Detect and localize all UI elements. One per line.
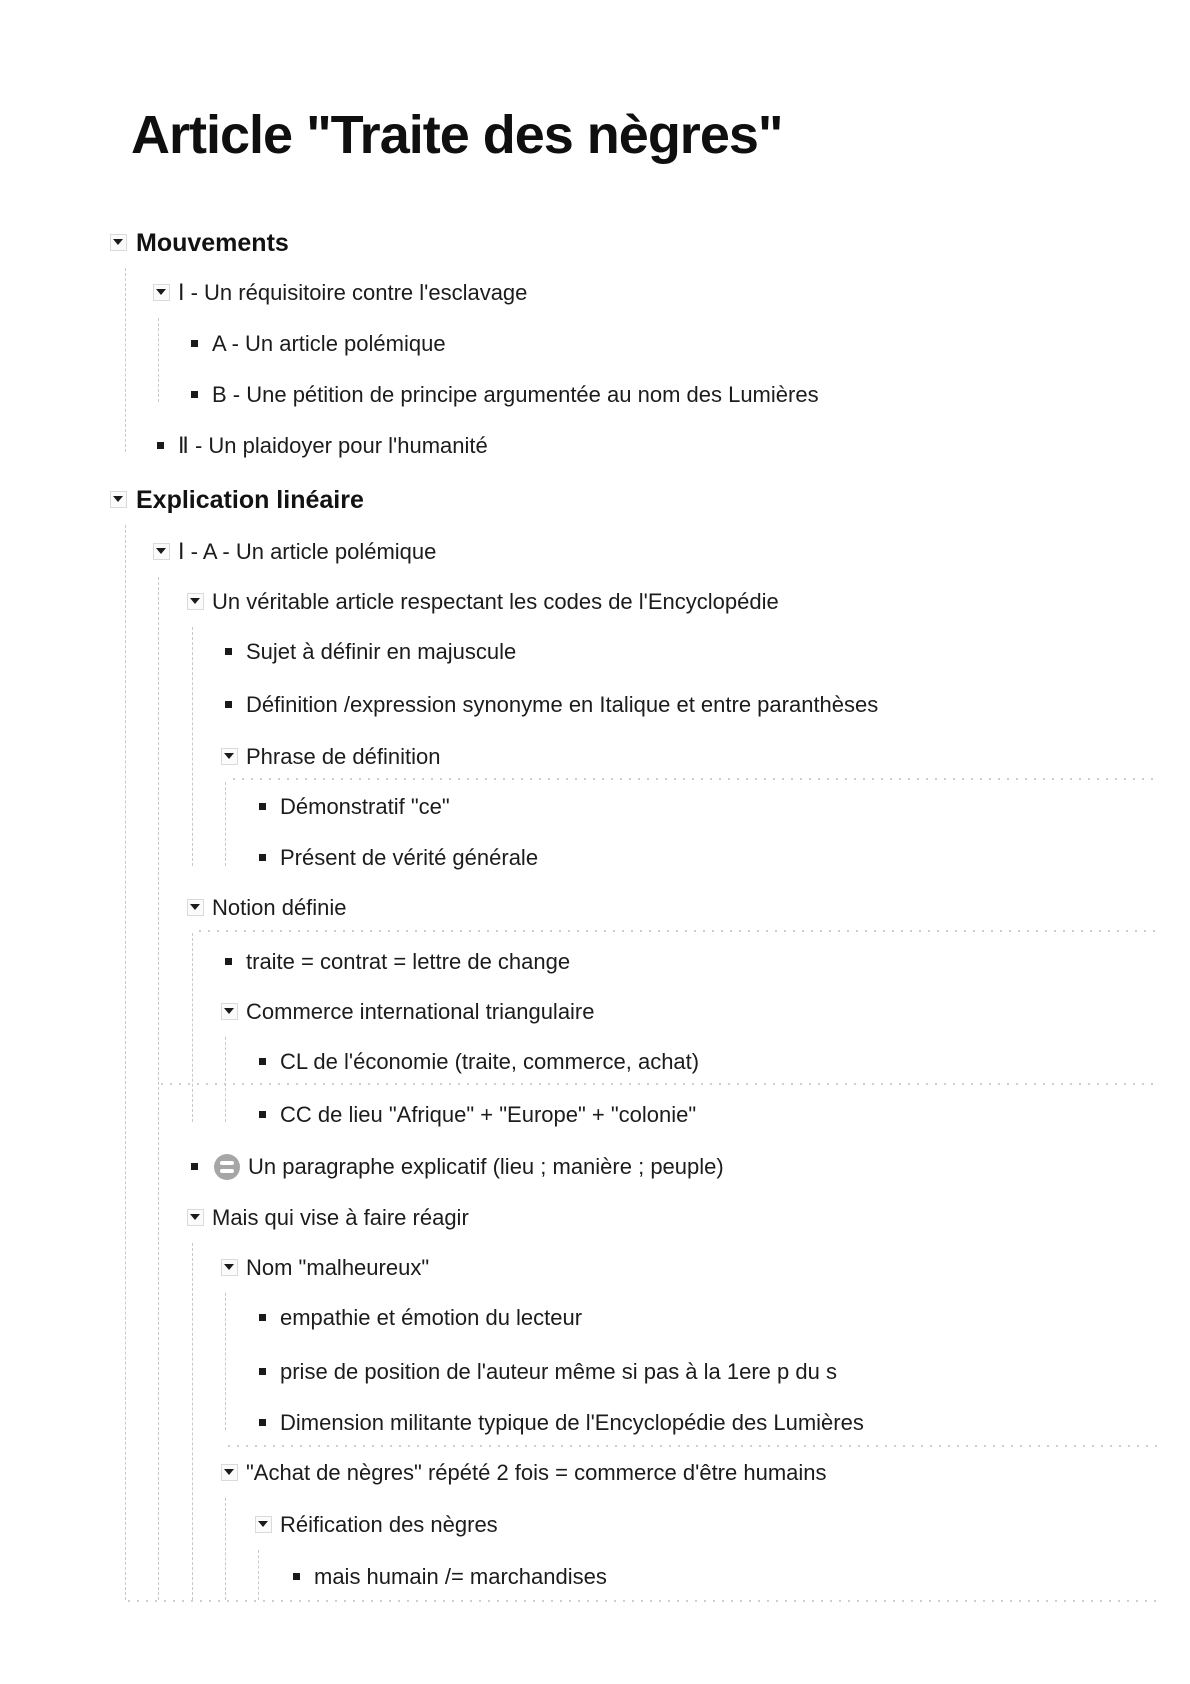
outline-item-label[interactable]: Explication linéaire bbox=[136, 486, 364, 514]
outline-item[interactable] bbox=[0, 218, 1190, 268]
bullet-square-icon[interactable] bbox=[191, 1163, 198, 1170]
bullet-square-icon[interactable] bbox=[259, 1314, 266, 1321]
collapse-triangle-icon[interactable] bbox=[255, 1516, 272, 1533]
outline-item[interactable] bbox=[0, 1293, 1190, 1343]
outline-item[interactable] bbox=[0, 627, 1190, 677]
outline-item-label[interactable]: empathie et émotion du lecteur bbox=[280, 1305, 583, 1330]
bullet-square-icon[interactable] bbox=[259, 1419, 266, 1426]
outline-item[interactable] bbox=[0, 732, 1190, 782]
outline-item-label[interactable]: Ⅰ - Un réquisitoire contre l'esclavage bbox=[178, 280, 528, 305]
outline-item[interactable] bbox=[0, 577, 1190, 627]
outline-item[interactable] bbox=[0, 475, 1190, 525]
outline-item-label[interactable]: Phrase de définition bbox=[246, 744, 441, 769]
collapse-triangle-icon[interactable] bbox=[187, 899, 204, 916]
outline-item-label[interactable]: Sujet à définir en majuscule bbox=[246, 639, 517, 664]
outline-item[interactable] bbox=[0, 421, 1190, 471]
outline-item-label[interactable]: Notion définie bbox=[212, 895, 347, 920]
outline-item-label[interactable]: "Achat de nègres" répété 2 fois = commerce d'être humains bbox=[246, 1460, 827, 1485]
collapse-triangle-icon[interactable] bbox=[187, 1209, 204, 1226]
bullet-square-icon[interactable] bbox=[259, 803, 266, 810]
outline-item[interactable] bbox=[0, 1448, 1190, 1498]
outline-item-label[interactable]: Ⅱ - Un plaidoyer pour l'humanité bbox=[178, 433, 488, 458]
outline-item[interactable] bbox=[0, 680, 1190, 730]
note-icon[interactable] bbox=[214, 1154, 240, 1180]
outline-item[interactable] bbox=[0, 527, 1190, 577]
collapse-triangle-icon[interactable] bbox=[221, 1259, 238, 1276]
outline-item[interactable] bbox=[0, 937, 1190, 987]
page-title: Article "Traite des nègres" bbox=[131, 105, 783, 165]
outline-item[interactable] bbox=[0, 268, 1190, 318]
collapse-triangle-icon[interactable] bbox=[153, 543, 170, 560]
outline-item[interactable] bbox=[0, 833, 1190, 883]
outline-item-label[interactable]: mais humain /= marchandises bbox=[314, 1564, 607, 1589]
outline-item-label[interactable]: Présent de vérité générale bbox=[280, 845, 539, 870]
outline-item[interactable] bbox=[0, 782, 1190, 832]
bullet-square-icon[interactable] bbox=[225, 701, 232, 708]
outline-item[interactable] bbox=[0, 1347, 1190, 1397]
outline-item[interactable] bbox=[0, 1193, 1190, 1243]
outline-item[interactable] bbox=[0, 1090, 1190, 1140]
outline-item-label[interactable]: Démonstratif "ce" bbox=[280, 794, 450, 819]
outline-item-label[interactable]: CC de lieu "Afrique" + "Europe" + "colonie" bbox=[280, 1102, 697, 1127]
outline-item[interactable] bbox=[0, 987, 1190, 1037]
outline-item-label[interactable]: prise de position de l'auteur même si pas à la 1ere p du s bbox=[280, 1359, 837, 1384]
outline-item[interactable] bbox=[0, 1500, 1190, 1550]
outline-item[interactable] bbox=[0, 1142, 1190, 1192]
bullet-square-icon[interactable] bbox=[259, 854, 266, 861]
outline-item-label[interactable]: CL de l'économie (traite, commerce, achat) bbox=[280, 1049, 700, 1074]
outline-item-label[interactable]: Mais qui vise à faire réagir bbox=[212, 1205, 469, 1230]
outline-item[interactable] bbox=[0, 1037, 1190, 1087]
collapse-triangle-icon[interactable] bbox=[221, 1003, 238, 1020]
outline-item[interactable] bbox=[0, 1243, 1190, 1293]
bullet-square-icon[interactable] bbox=[259, 1058, 266, 1065]
collapse-triangle-icon[interactable] bbox=[110, 491, 127, 508]
outline-item-label[interactable]: Un paragraphe explicatif (lieu ; manière ; peuple) bbox=[248, 1154, 724, 1179]
outline-item-label[interactable]: traite = contrat = lettre de change bbox=[246, 949, 571, 974]
outline-item[interactable] bbox=[0, 1552, 1190, 1602]
bullet-square-icon[interactable] bbox=[293, 1573, 300, 1580]
outline-item-label[interactable]: Réification des nègres bbox=[280, 1512, 498, 1537]
outline-item-label[interactable]: A - Un article polémique bbox=[212, 331, 446, 356]
outline-item-label[interactable]: Un véritable article respectant les codes de l'Encyclopédie bbox=[212, 589, 779, 614]
collapse-triangle-icon[interactable] bbox=[221, 1464, 238, 1481]
bullet-square-icon[interactable] bbox=[191, 391, 198, 398]
outline-item-label[interactable]: Nom "malheureux" bbox=[246, 1255, 430, 1280]
outline-item-label[interactable]: Ⅰ - A - Un article polémique bbox=[178, 539, 437, 564]
outline-item[interactable] bbox=[0, 319, 1190, 369]
bullet-square-icon[interactable] bbox=[225, 648, 232, 655]
bullet-square-icon[interactable] bbox=[157, 442, 164, 449]
bullet-square-icon[interactable] bbox=[191, 340, 198, 347]
outline-item-label[interactable]: B - Une pétition de principe argumentée au nom des Lumières bbox=[212, 382, 819, 407]
outline-item-label[interactable]: Définition /expression synonyme en Italique et entre paranthèses bbox=[246, 692, 879, 717]
collapse-triangle-icon[interactable] bbox=[187, 593, 204, 610]
collapse-triangle-icon[interactable] bbox=[221, 748, 238, 765]
outline-item[interactable] bbox=[0, 370, 1190, 420]
collapse-triangle-icon[interactable] bbox=[110, 234, 127, 251]
outline-item-label[interactable]: Commerce international triangulaire bbox=[246, 999, 595, 1024]
bullet-square-icon[interactable] bbox=[259, 1111, 266, 1118]
bullet-square-icon[interactable] bbox=[259, 1368, 266, 1375]
bullet-square-icon[interactable] bbox=[225, 958, 232, 965]
outline-item-label[interactable]: Dimension militante typique de l'Encyclopédie des Lumières bbox=[280, 1410, 864, 1435]
collapse-triangle-icon[interactable] bbox=[153, 284, 170, 301]
outline-item-label[interactable]: Mouvements bbox=[136, 229, 289, 257]
outline-item[interactable] bbox=[0, 883, 1190, 933]
outline-item[interactable] bbox=[0, 1398, 1190, 1448]
